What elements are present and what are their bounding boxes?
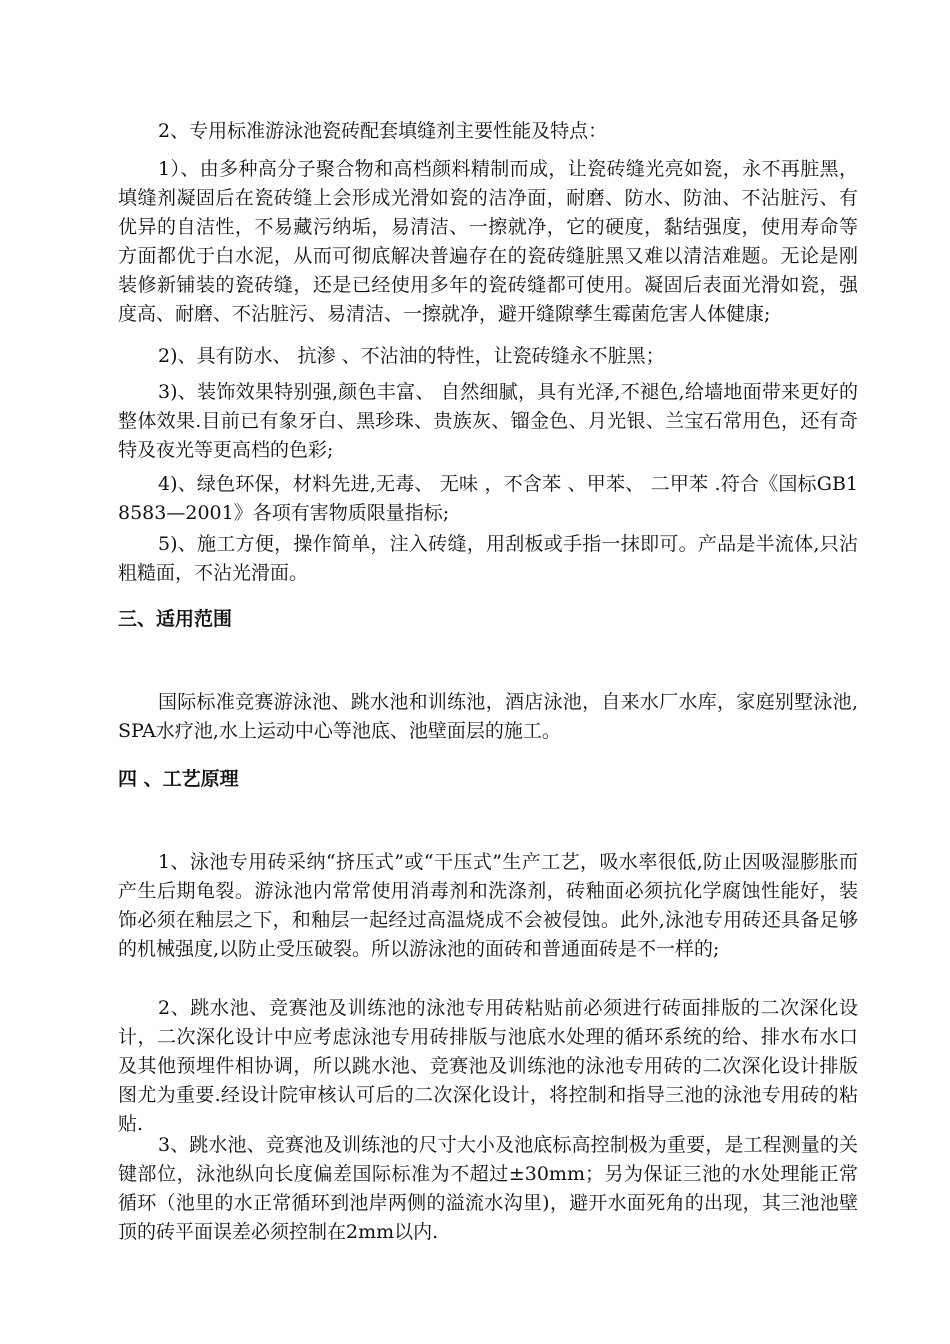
feature-2-paragraph: 2)、具有防水、 抗渗 、不沾油的特性，让瓷砖缝永不脏黑； [158,345,665,367]
feature-1-paragraph: 1）、由多种高分子聚合物和高档颜料精制而成，让瓷砖缝光亮如瓷，永不再脏黑，填缝剂凝固后在瓷砖缝上会形成光滑如瓷的洁净面，耐磨、防水、防油、不沾脏污、有优异的自洁性，不易藏污纳垢，易清洁、一擦就净，它的硬度，黏结强度，使用寿命等方面都优于白水泥，从而可彻底解决普遍存在的瓷砖缝脏黑又难以清洁难题。无论是刚装修新铺装的瓷砖缝，还是已经使用多年的瓷砖缝都可使用。凝固后表面光滑如瓷，强度高、耐磨、不沾脏污、易清洁、一擦就净，避开缝隙孳生霉菌危害人体健康; [118,158,858,325]
feature-4-paragraph: 4)、绿色环保，材料先进,无毒、 无味 ，不含苯 、甲苯、 二甲苯 .符合《国标GB18583—2001》各项有害物质限量指标; [118,473,858,524]
section-heading-scope: 三、适用范围 [118,608,233,630]
feature-3-paragraph: 3)、装饰效果特别强,颜色丰富、 自然细腻，具有光泽,不褪色,给墙地面带来更好的整体效果.目前已有象牙白、黑珍珠、贵族灰、镏金色、月光银、兰宝石常用色，还有奇特及夜光等更高档的色彩; [118,381,858,461]
scope-paragraph: 国际标准竞赛游泳池、跳水池和训练池，酒店泳池，自来水厂水库，家庭别墅泳池,SPA水疗池,水上运动中心等池底、池壁面层的施工。 [118,691,858,742]
principle-2-paragraph: 2、跳水池、竞赛池及训练池的泳池专用砖粘贴前必须进行砖面排版的二次深化设计，二次深化设计中应考虑泳池专用砖排版与池底水处理的循环系统的给、排水布水口及其他预埋件相协调，所以跳水池、竞赛池及训练池的泳池专用砖的二次深化设计排版图尤为重要.经设计院审核认可后的二次深化设计，将控制和指导三池的泳池专用砖的粘贴. [118,997,858,1135]
feature-5-paragraph: 5)、施工方便，操作简单，注入砖缝，用刮板或手指一抹即可。产品是半流体,只沾粗糙面，不沾光滑面。 [118,533,858,584]
principle-1-paragraph: 1、泳池专用砖采纳“挤压式”或“干压式”生产工艺，吸水率很低,防止因吸湿膨胀而产生后期龟裂。游泳池内常常使用消毒剂和洗涤剂，砖釉面必须抗化学腐蚀性能好，装饰必须在釉层之下，和釉层一起经过高温烧成不会被侵蚀。此外,泳池专用砖还具备足够的机械强度,以防止受压破裂。所以游泳池的面砖和普通面砖是不一样的; [118,851,858,960]
section-intro-paragraph: 2、专用标准游泳池瓷砖配套填缝剂主要性能及特点： [158,120,608,142]
section-heading-principle: 四 、工艺原理 [118,768,239,790]
principle-3-paragraph: 3、跳水池、竞赛池及训练池的尺寸大小及池底标高控制极为重要，是工程测量的关键部位，泳池纵向长度偏差国际标准为不超过±30mm；另为保证三池的水处理能正常循环（池里的水正常循环到池岸两侧的溢流水沟里)，避开水面死角的出现，其三池池壁顶的砖平面误差必须控制在2mm以内. [118,1134,858,1243]
